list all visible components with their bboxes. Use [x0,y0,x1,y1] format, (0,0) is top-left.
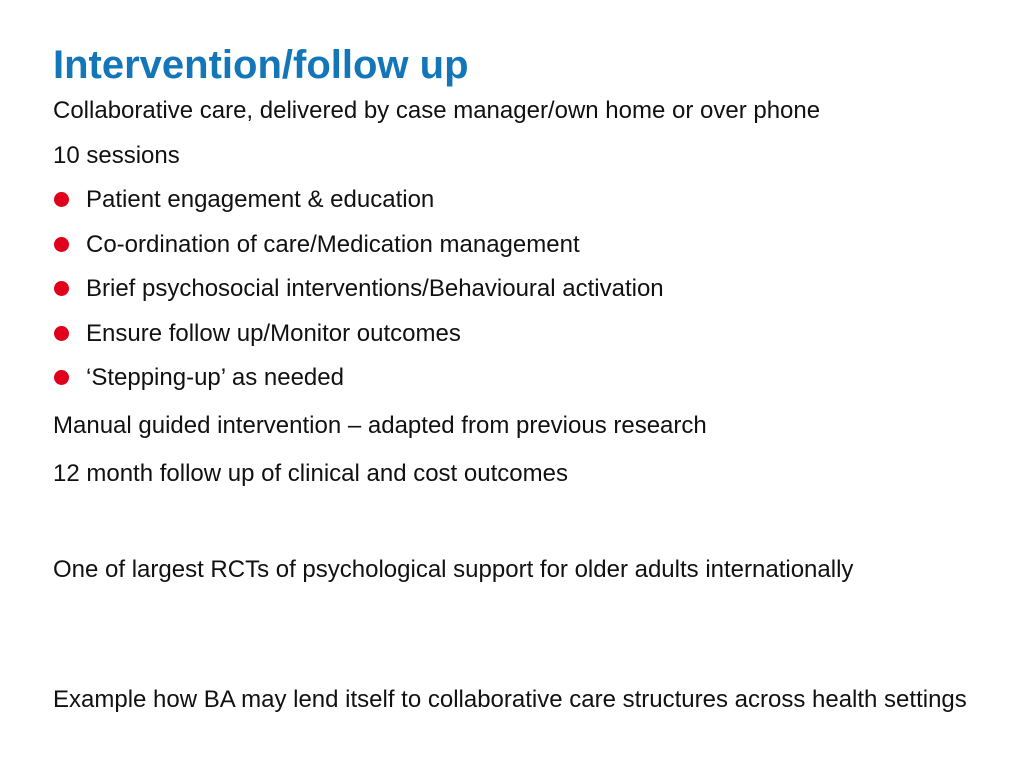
paragraph-rct: One of largest RCTs of psychological support for older adults internationally [53,556,854,583]
bullet-text: ‘Stepping-up’ as needed [86,364,344,391]
bullet-text: Ensure follow up/Monitor outcomes [86,319,461,347]
slide-title: Intervention/follow up [53,43,469,87]
bullet-text: Brief psychosocial interventions/Behavioural activation [86,275,664,302]
paragraph-example: Example how BA may lend itself to collaborative care structures across health settings [53,686,967,713]
intro-line-sessions: 10 sessions [53,142,180,169]
bullet-item [53,361,664,406]
line-follow-up: 12 month follow up of clinical and cost outcomes [53,460,568,487]
bullet-item [53,272,664,317]
bullet-list [53,183,664,406]
bullet-dot-icon [54,237,69,252]
bullet-item [53,183,664,228]
bullet-item [53,317,664,362]
bullet-text: Patient engagement & education [86,186,435,213]
bullet-dot-icon [54,370,69,385]
bullet-item [53,228,664,273]
line-manual-guided: Manual guided intervention – adapted from previous research [53,412,707,439]
intro-line-care-delivery: Collaborative care, delivered by case manager/own home or over phone [53,97,821,124]
bullet-dot-icon [54,281,69,296]
bullet-dot-icon [54,192,69,207]
bullet-text: Co-ordination of care/Medication management [86,230,580,258]
bullet-dot-icon [54,326,69,341]
